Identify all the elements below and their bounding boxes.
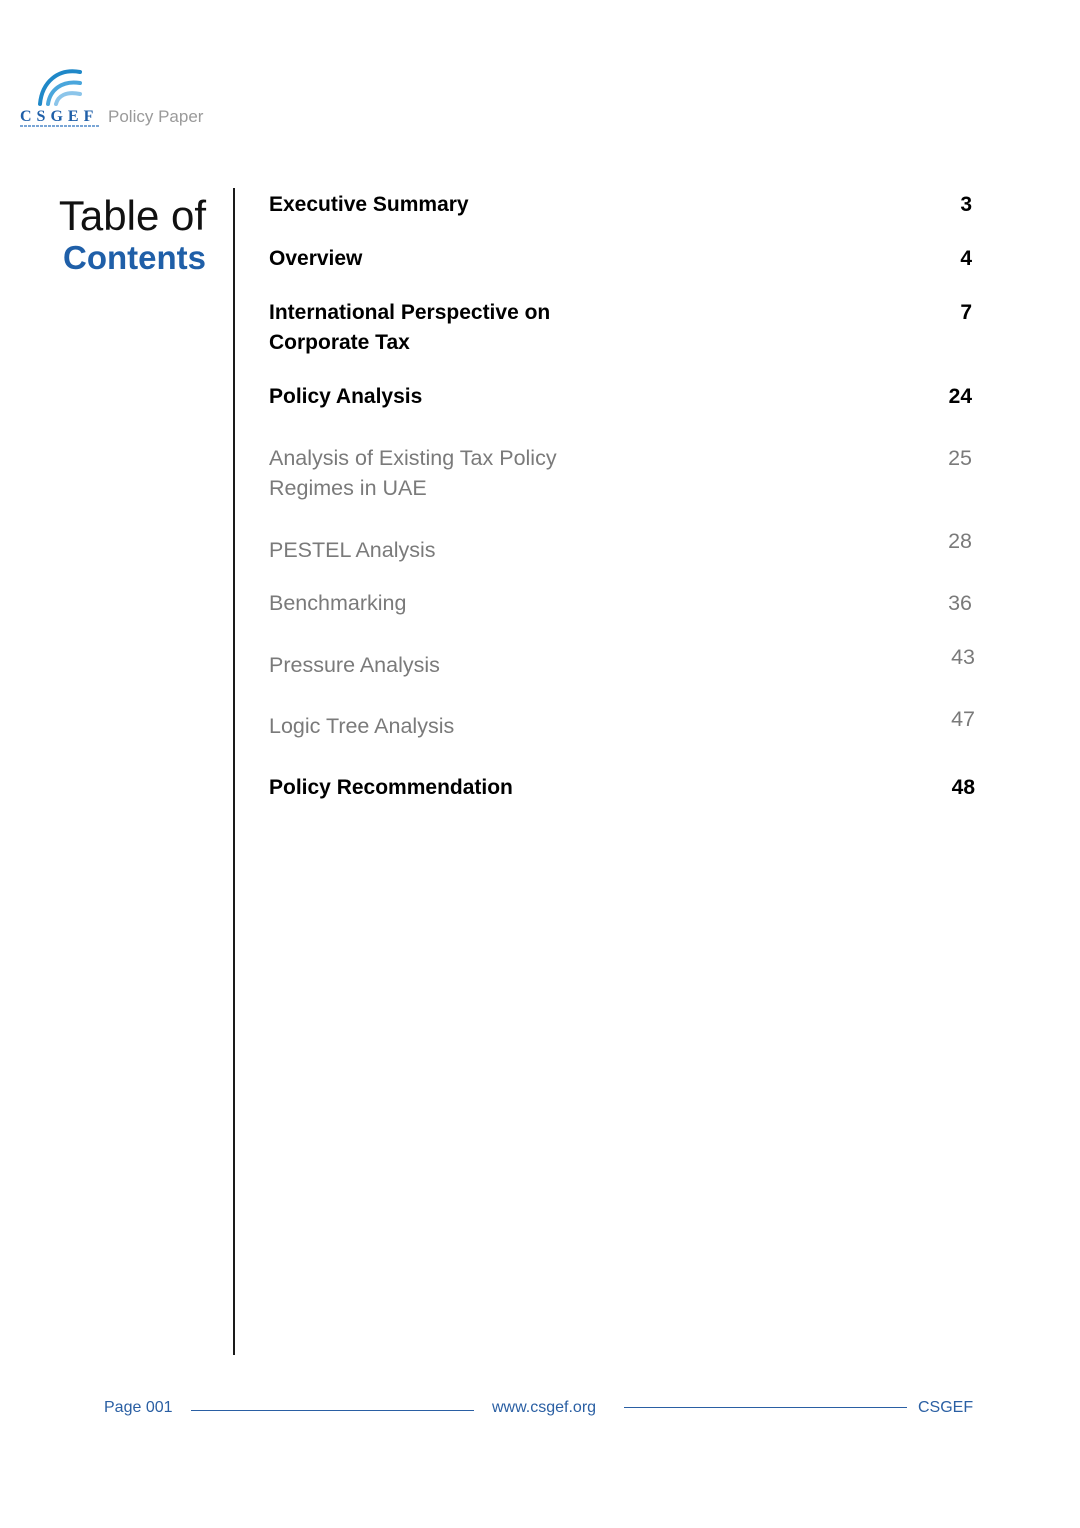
toc-entry-page: 36 bbox=[948, 591, 972, 615]
toc-entry-title: Overview bbox=[269, 247, 363, 270]
document-type-label: Policy Paper bbox=[108, 107, 204, 126]
toc-entry-page: 24 bbox=[948, 385, 972, 408]
toc-entry-title: Pressure Analysis bbox=[269, 653, 440, 677]
logo-tagline-mark bbox=[20, 125, 100, 127]
toc-heading-line2: Contents bbox=[63, 239, 206, 276]
toc-entry-page: 43 bbox=[951, 645, 975, 669]
toc-entry-page: 25 bbox=[948, 446, 972, 470]
toc-entry-page: 4 bbox=[960, 247, 972, 270]
logo-arcs-icon bbox=[36, 64, 84, 106]
toc-entry-page: 28 bbox=[948, 529, 972, 553]
toc-heading bbox=[59, 192, 206, 276]
toc-entry-title: Policy Recommendation bbox=[269, 776, 513, 799]
toc-entry-title: PESTEL Analysis bbox=[269, 538, 436, 562]
toc-entry-title: Logic Tree Analysis bbox=[269, 714, 455, 738]
logo-wordmark: CSGEF bbox=[20, 108, 99, 125]
toc-entry-page: 7 bbox=[960, 301, 972, 324]
footer-rule-left bbox=[191, 1410, 474, 1411]
toc-entry-title: Policy Analysis bbox=[269, 385, 423, 408]
toc-entry-page: 48 bbox=[951, 776, 975, 799]
toc-entry-page: 47 bbox=[951, 707, 975, 731]
toc-entry-title: Benchmarking bbox=[269, 591, 407, 615]
csgef-logo bbox=[20, 64, 100, 130]
toc-heading-line1: Table of bbox=[58, 192, 206, 239]
footer-page-number: Page 001 bbox=[104, 1399, 173, 1416]
vertical-divider bbox=[233, 188, 235, 1355]
toc-entry-title: Executive Summary bbox=[269, 193, 469, 216]
toc-list bbox=[269, 0, 975, 1528]
toc-entry-title: International Perspective on Corporate Tax bbox=[269, 301, 551, 354]
footer-rule-right bbox=[624, 1407, 907, 1408]
toc-entry-title: Analysis of Existing Tax Policy Regimes in UAE bbox=[269, 446, 557, 500]
footer-website-link[interactable]: www.csgef.org bbox=[492, 1399, 597, 1416]
toc-entry-page: 3 bbox=[960, 193, 972, 216]
footer-brand: CSGEF bbox=[918, 1399, 974, 1416]
